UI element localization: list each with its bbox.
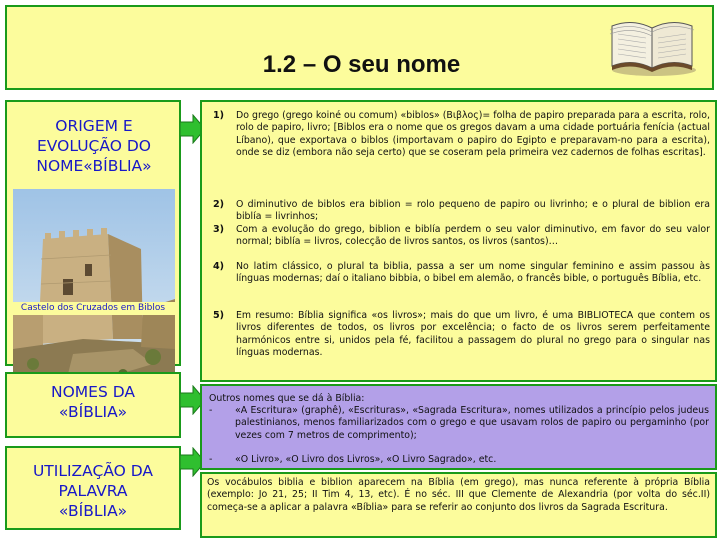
- open-book-icon: [606, 16, 698, 78]
- list-item: «A Escritura» (graphê), «Escrituras», «Sagrada Escritura», nomes utilizados a princípio pelos judeus palestinianos, menos familiarizados com o grego e que usavam rolos de papiro ou pergaminho (por vezes com 7 metros de comprimento);: [235, 405, 709, 441]
- nomes-intro: Outros nomes que se dá à Bíblia:: [209, 393, 365, 404]
- list-item: Com a evolução do grego, biblion e biblía perdem o seu valor diminutivo, em favor do seu valor normal; biblía = livros, colecção de livros santos, os livros (santos)…: [236, 224, 710, 248]
- item-number: 4): [213, 261, 225, 272]
- utilizacao-content: [200, 472, 717, 538]
- list-dash: -: [209, 405, 213, 416]
- utilizacao-box: [5, 446, 181, 530]
- item-number: 1): [213, 110, 225, 121]
- nomes-box: [5, 372, 181, 438]
- list-item: Em resumo: Bíblia significa «os livros»; mais do que um livro, é uma BIBLIOTECA que contem os livros diferentes de todos, os livros por excelência; o facto de os livros serem perfeitamente harmónicos entre si, unidos pela fé, facilitou a passagem do plural no grego para o singular nas línguas modernas.: [236, 310, 710, 358]
- list-item: O diminutivo de biblos era biblion = rolo pequeno de papiro ou livrinho; e o plural de biblion era biblía = livrinhos;: [236, 199, 710, 223]
- list-item: No latim clássico, o plural ta biblia, passa a ser um nome singular feminino e assim passou às línguas modernas; daí o italiano bibbia, o bibel em alemão, o francês bible, o português Bíblia, etc.: [236, 261, 710, 285]
- item-number: 2): [213, 199, 225, 210]
- item-number: 5): [213, 310, 225, 321]
- list-item: «O Livro», «O Livro dos Livros», «O Livro Sagrado», etc.: [235, 454, 497, 465]
- item-number: 3): [213, 224, 225, 235]
- origem-title: ORIGEM E EVOLUÇÃO DO NOME«BÍBLIA»: [36, 117, 152, 175]
- photo-caption: Castelo dos Cruzados em Biblos: [7, 302, 179, 315]
- origem-box: [5, 100, 181, 366]
- utilizacao-text: Os vocábulos biblia e biblion aparecem na Bíblia (em grego), mas nunca referente à própria Bíblia (exemplo: Jo 21, 25; II Tim 4, 13, etc). É no séc. III que Clemente de Alexandria (por volta do séc.II) começa-se a aplicar a palavra «Bíblia» para se referir ao conjunto dos livros da Sagrada Escritura.: [207, 477, 710, 513]
- origem-content: [200, 100, 717, 382]
- list-dash: -: [209, 454, 213, 465]
- utilizacao-title: UTILIZAÇÃO DA PALAVRA «BÍBLIA»: [32, 462, 154, 520]
- castle-photo: [13, 189, 175, 394]
- nomes-title: NOMES DA «BÍBLIA»: [51, 383, 135, 421]
- nomes-content: [200, 384, 717, 470]
- list-item: Do grego (grego koiné ou comum) «biblos» (Βιβλος)= folha de papiro preparada para a escrita, rolo, rolo de papiro, livro; [Biblos era o nome que os gregos davam a uma cidade portuária fenícia (actual Líbano), que exportava o biblos (importavam o papiro do Egipto e preparavam-no para a escrita), onde se diz (embora não seja certo) que se coseram pela primeira vez cadernos de folhas escritas].: [236, 110, 710, 158]
- page-title: 1.2 – O seu nome: [262, 51, 461, 78]
